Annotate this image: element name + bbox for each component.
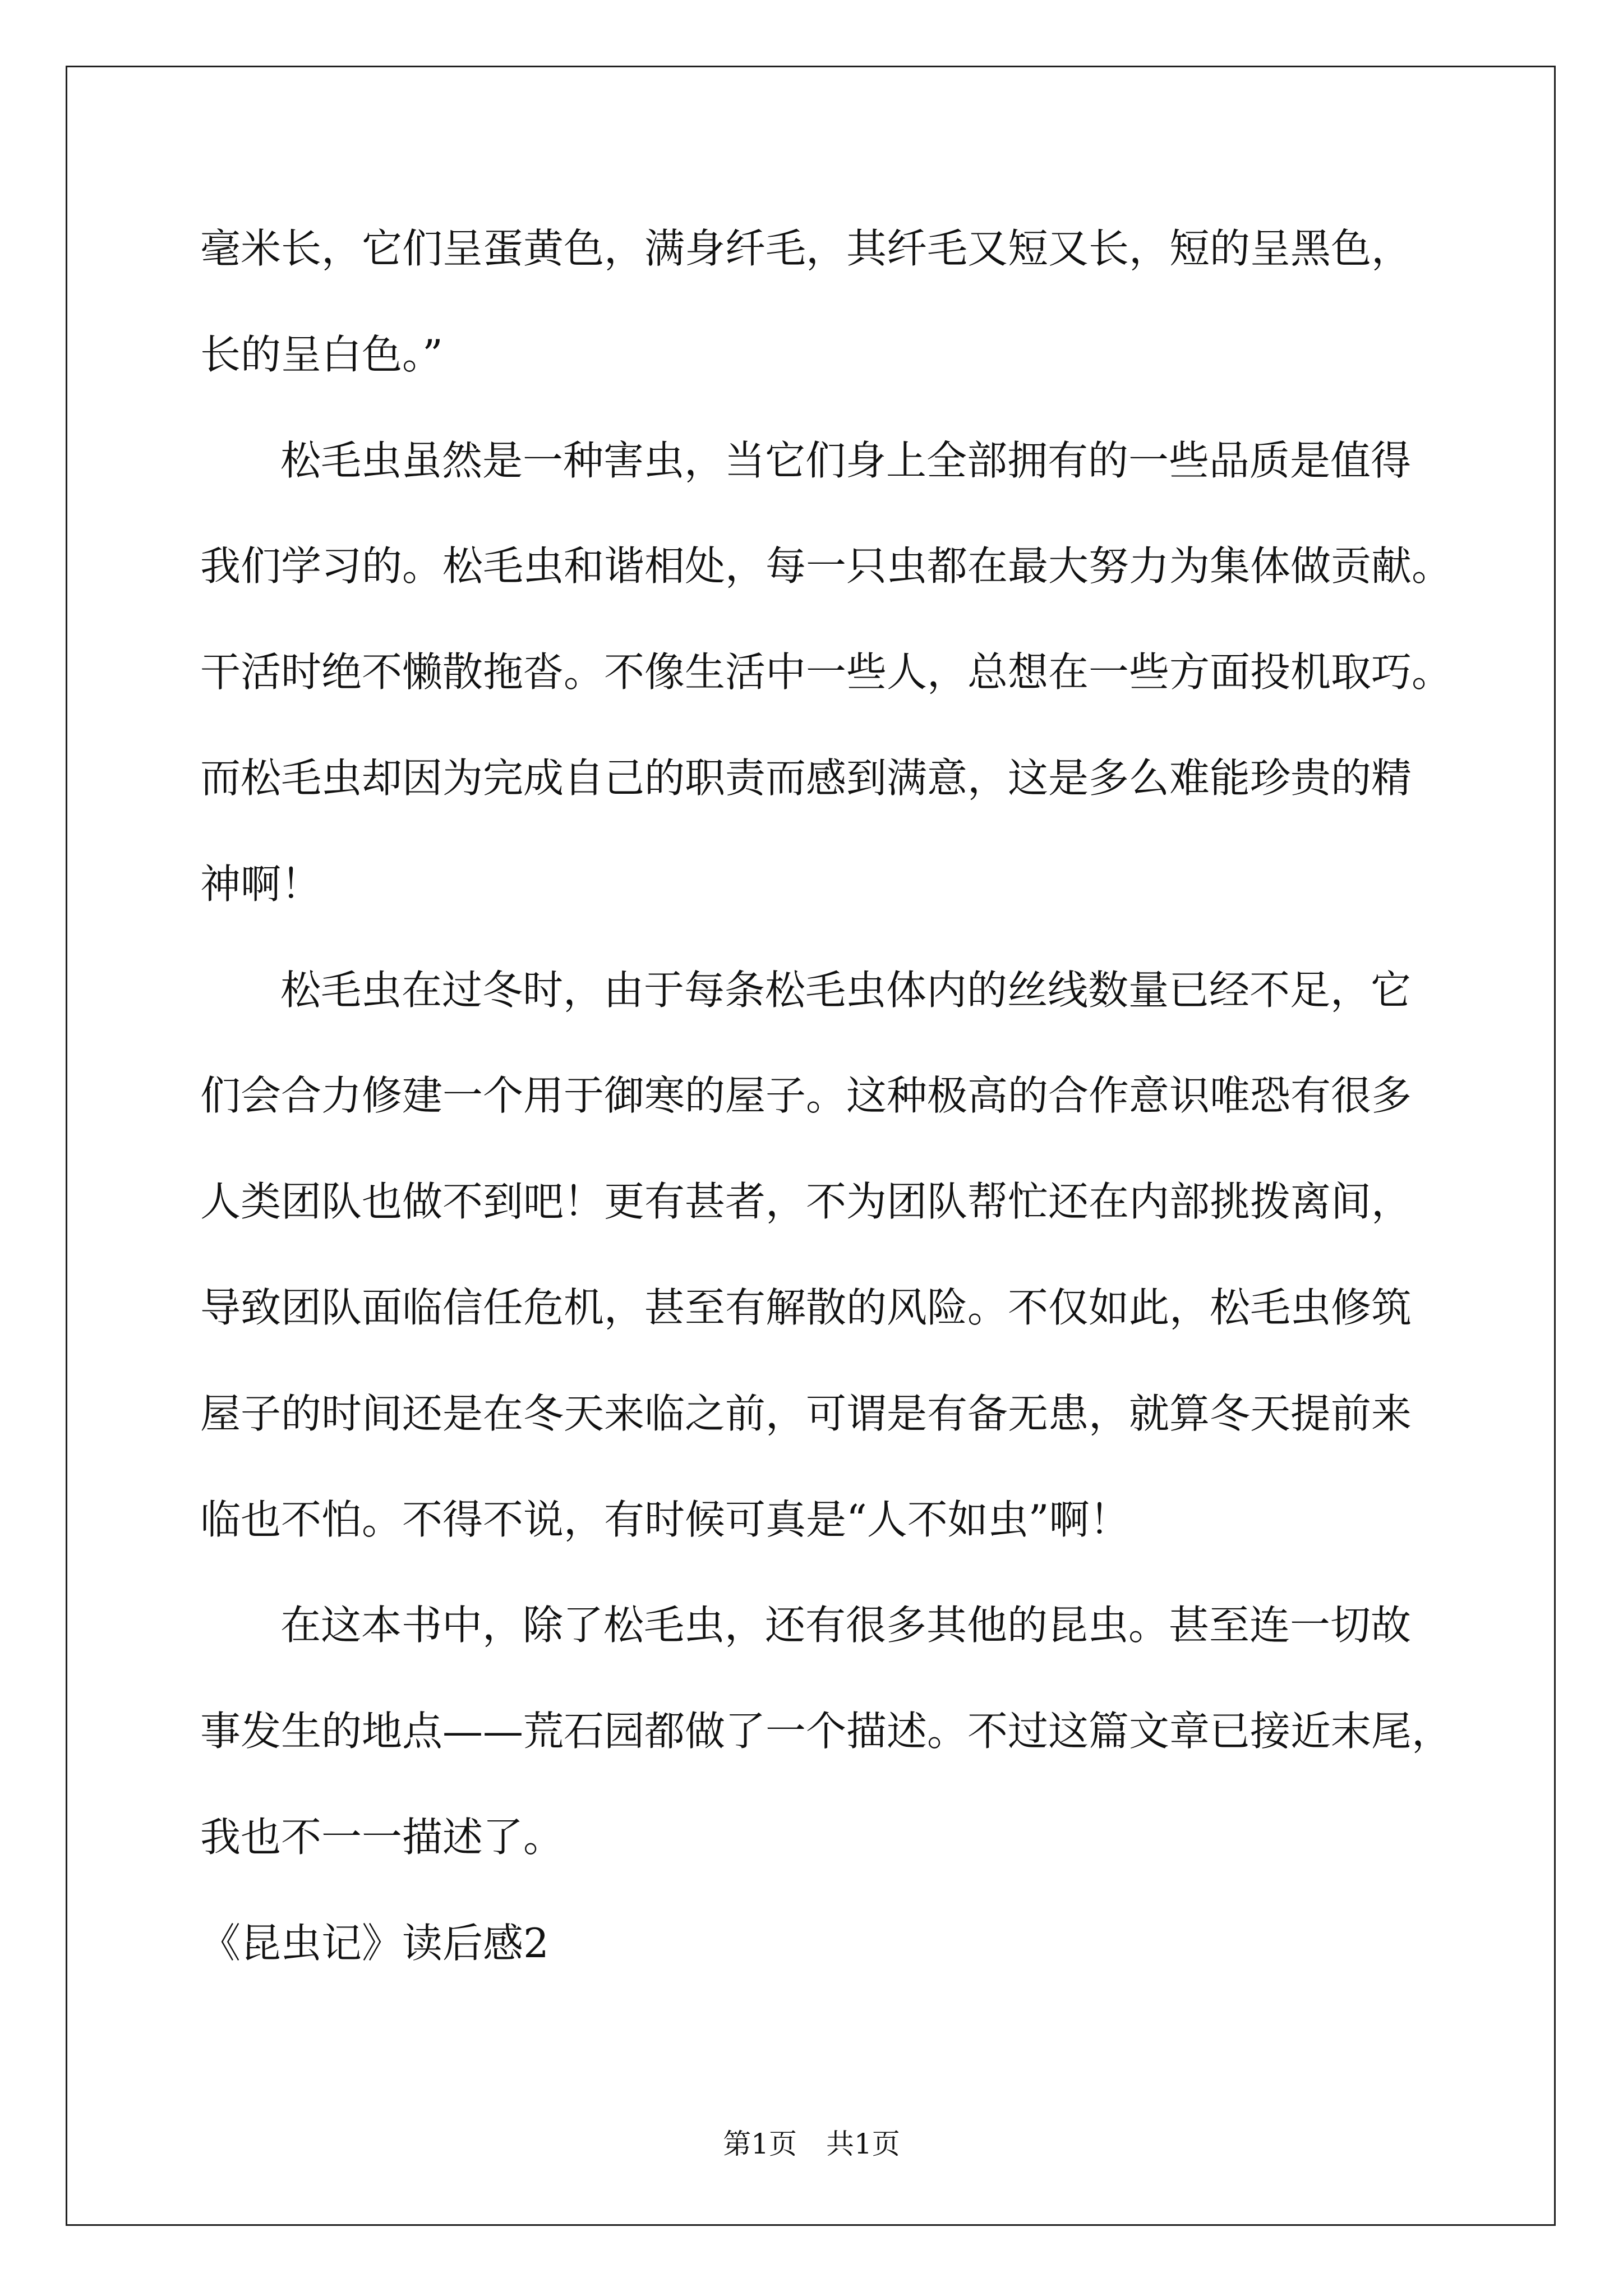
text-line: 松毛虫虽然是一种害虫，当它们身上全部拥有的一些品质是值得 [280,436,1412,484]
text-line: 毫米长，它们呈蛋黄色，满身纤毛，其纤毛又短又长，短的呈黑色， [200,225,1412,272]
text-line: 我们学习的。松毛虫和谐相处，每一只虫都在最大努力为集体做贡献。 [200,542,1453,590]
text-line: 松毛虫在过冬时，由于每条松毛虫体内的丝线数量已经不足，它 [280,966,1412,1014]
paragraph [200,408,1535,937]
text-line: 事发生的地点——荒石园都做了一个描述。不过这篇文章已接近末尾， [200,1708,1453,1755]
text-line: 干活时绝不懒散拖沓。不像生活中一些人，总想在一些方面投机取巧。 [200,648,1453,696]
page-number: 第1页 [723,2128,797,2160]
text-line: 导致团队面临信任危机，甚至有解散的风险。不仅如此，松毛虫修筑 [200,1283,1412,1331]
page-total: 共1页 [826,2128,900,2160]
section-heading: 《昆虫记》读后感2 [200,1919,549,1967]
text-line: 在这本书中，除了松毛虫，还有很多其他的昆虫。甚至连一切故 [280,1602,1412,1649]
text-line: 我也不一一描述了。 [200,1813,564,1861]
text-line: 而松毛虫却因为完成自己的职责而感到满意，这是多么难能珍贵的精 [200,754,1412,802]
text-line: 长的呈白色。” [200,330,443,378]
text-line: 屋子的时间还是在冬天来临之前，可谓是有备无患，就算冬天提前来 [200,1389,1412,1437]
paragraph [200,196,1535,408]
paragraph [200,937,1535,1573]
paragraph [200,1572,1535,1890]
document-body [200,196,1535,1996]
page-footer [0,2127,1623,2161]
text-line: 们会合力修建一个用于御寒的屋子。这种极高的合作意识唯恐有很多 [200,1072,1412,1120]
text-line: 人类团队也做不到吧！更有甚者，不为团队帮忙还在内部挑拨离间， [200,1178,1412,1226]
text-line: 神啊！ [200,860,322,908]
text-line: 临也不怕。不得不说，有时候可真是“人不如虫”啊！ [200,1496,1130,1543]
